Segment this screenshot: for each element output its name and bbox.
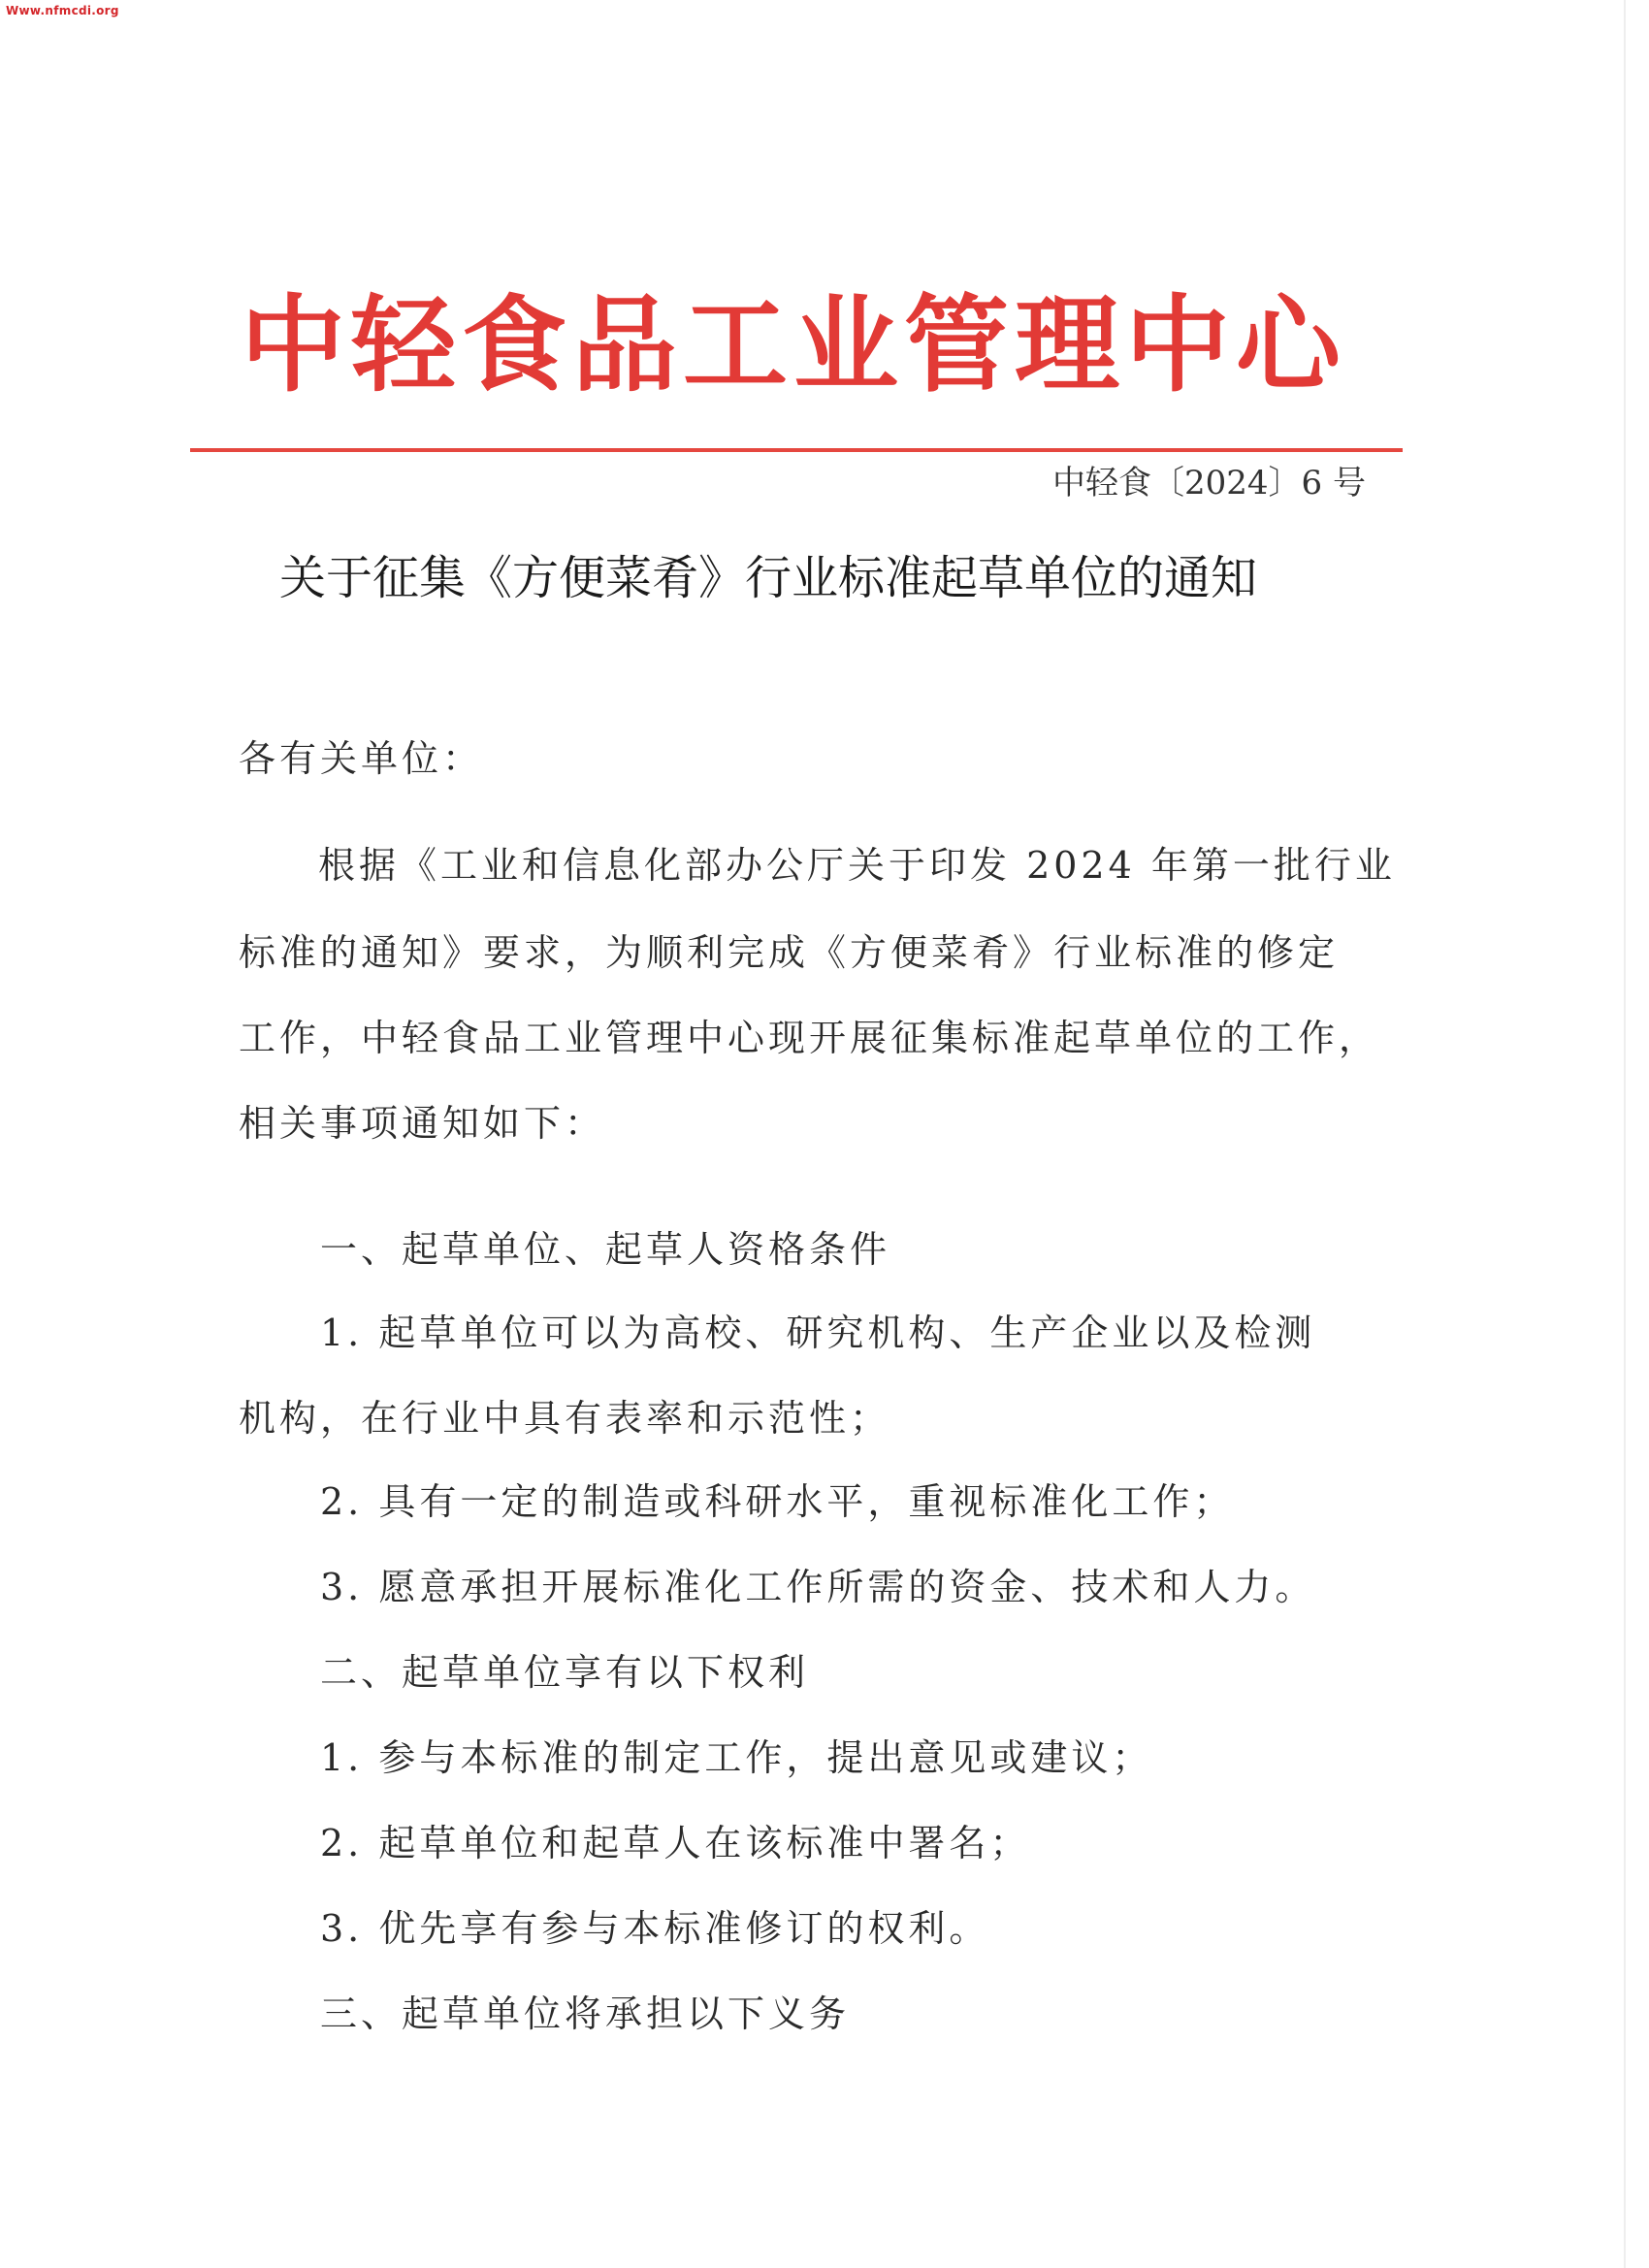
intro-line-4: 相关事项通知如下： [239,1102,606,1145]
document-title: 关于征集《方便菜肴》行业标准起草单位的通知 [279,551,1258,605]
intro-line-3: 工作，中轻食品工业管理中心现开展征集标准起草单位的工作， [239,1017,1380,1059]
watermark-url: Www.nfmcdi.org [6,4,119,17]
salutation: 各有关单位： [239,737,484,780]
intro-line-2: 标准的通知》要求，为顺利完成《方便菜肴》行业标准的修定 [239,931,1340,974]
section-2-heading: 二、起草单位享有以下权利 [320,1651,810,1694]
document-number: 中轻食〔2024〕6 号 [1052,464,1366,502]
section-2-item-1: 1. 参与本标准的制定工作，提出意见或建议； [320,1736,1153,1779]
section-2-item-3: 3. 优先享有参与本标准修订的权利。 [320,1907,990,1950]
section-2-item-2: 2. 起草单位和起草人在该标准中署名； [320,1822,1031,1864]
section-1-item-1-line-1: 1. 起草单位可以为高校、研究机构、生产企业以及检测 [320,1312,1316,1354]
page-edge-divider [1624,0,1626,2268]
section-1-heading: 一、起草单位、起草人资格条件 [320,1228,891,1271]
section-1-item-3: 3. 愿意承担开展标准化工作所需的资金、技术和人力。 [320,1566,1316,1608]
intro-line-1: 根据《工业和信息化部办公厅关于印发 2024 年第一批行业 [318,844,1396,887]
section-1-item-2: 2. 具有一定的制造或科研水平，重视标准化工作； [320,1480,1235,1523]
header-red-rule [190,448,1403,452]
section-1-item-1-line-2: 机构，在行业中具有表率和示范性； [239,1397,891,1440]
section-3-heading: 三、起草单位将承担以下义务 [320,1993,851,2035]
org-title-header: 中轻食品工业管理中心 [241,284,1347,406]
